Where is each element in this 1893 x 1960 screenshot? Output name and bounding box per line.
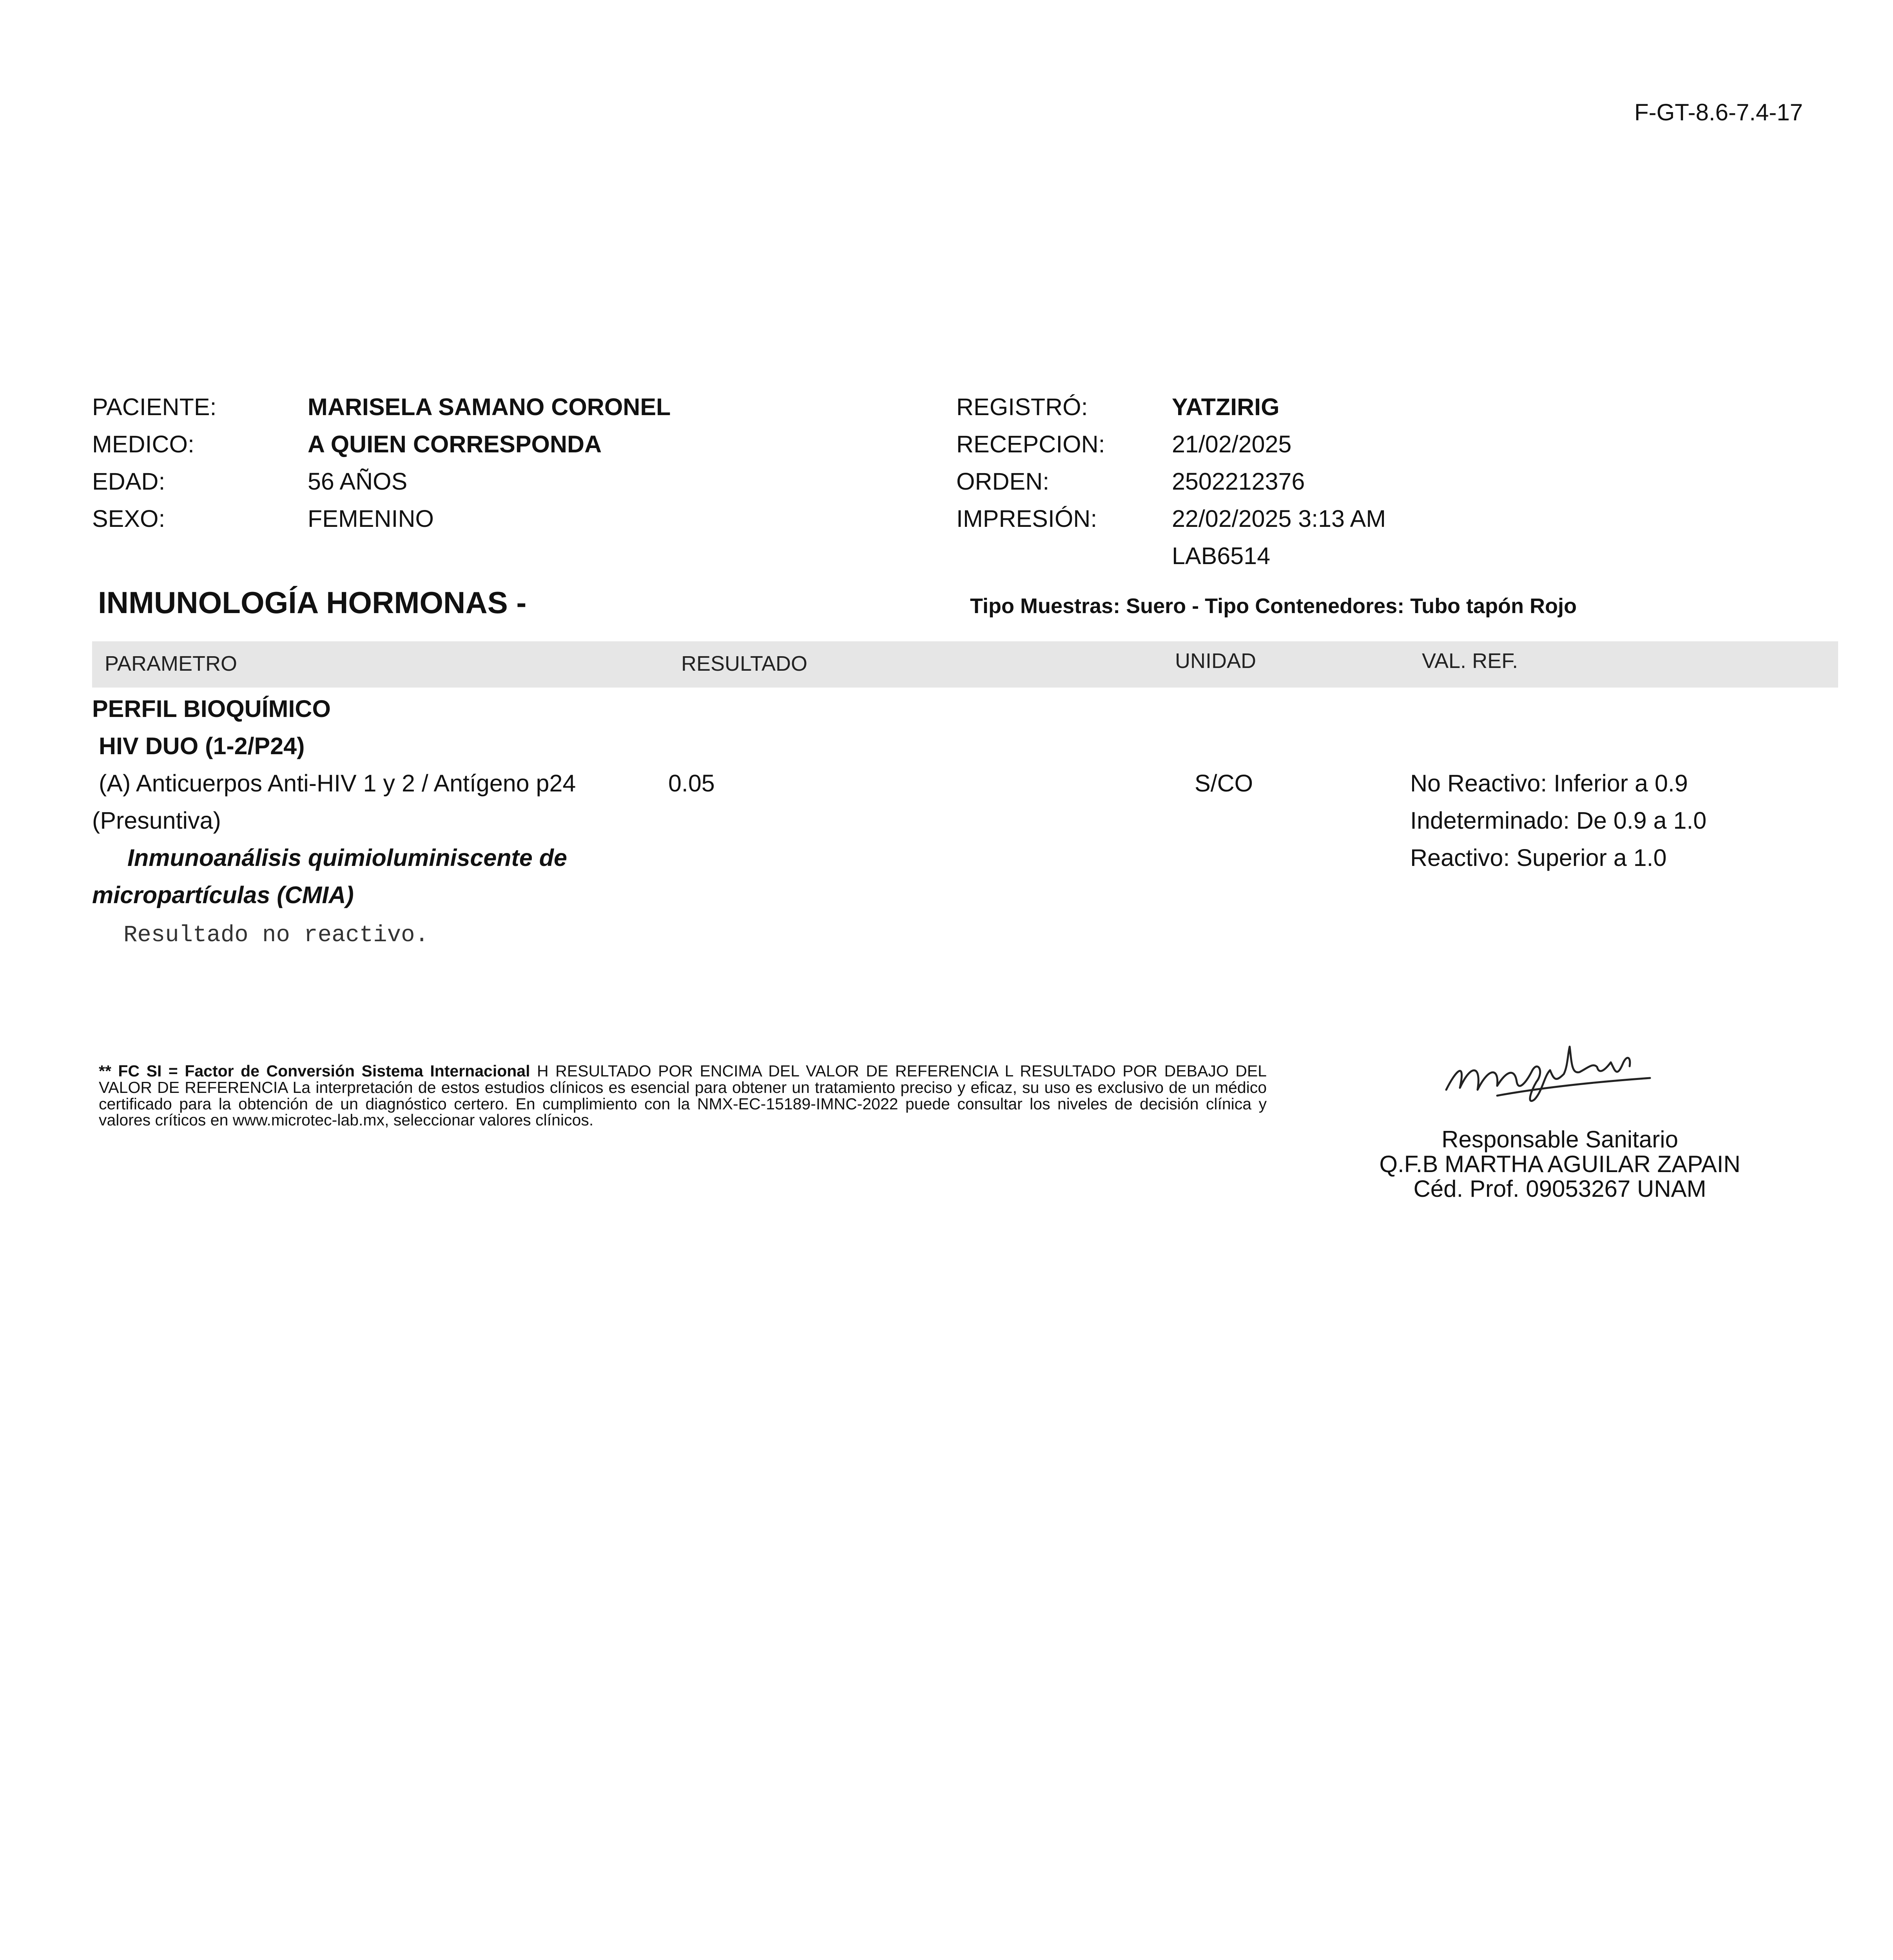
result-unit: S/CO xyxy=(1195,770,1253,797)
registered-by-value: YATZIRIG xyxy=(1172,394,1280,420)
parameter-name: (A) Anticuerpos Anti-HIV 1 y 2 / Antígeno p24 xyxy=(99,770,576,797)
method-line1: Inmunoanálisis quimioluminiscente de xyxy=(127,844,567,871)
test-name: HIV DUO (1-2/P24) xyxy=(99,733,305,759)
age-value: 56 AÑOS xyxy=(308,468,408,495)
form-code: F-GT-8.6-7.4-17 xyxy=(1634,99,1803,125)
responsible-name: Q.F.B MARTHA AGUILAR ZAPAIN xyxy=(1379,1151,1741,1177)
result-comment: Resultado no reactivo. xyxy=(123,922,429,948)
registered-by-label: REGISTRÓ: xyxy=(956,394,1088,420)
reception-label: RECEPCION: xyxy=(956,431,1105,457)
footnote xyxy=(99,1063,1267,1129)
patient-name: MARISELA SAMANO CORONEL xyxy=(308,394,671,420)
responsible-title: Responsable Sanitario xyxy=(1442,1126,1678,1152)
lab-code: LAB6514 xyxy=(1172,543,1270,569)
result-value: 0.05 xyxy=(668,770,715,797)
sex-value: FEMENINO xyxy=(308,505,434,532)
footnote-bold: ** FC SI = Factor de Conversión Sistema Internacional xyxy=(99,1062,530,1080)
print-datetime: 22/02/2025 3:13 AM xyxy=(1172,505,1386,532)
header-unidad: UNIDAD xyxy=(1175,649,1257,673)
sample-info: Tipo Muestras: Suero - Tipo Contenedores: Tubo tapón Rojo xyxy=(970,594,1577,618)
footnote-text: H RESULTADO POR ENCIMA DEL VALOR DE REFERENCIA L RESULTADO POR DEBAJO DEL VALOR DE REFERENCIA La interpretación de estos estudios clínicos es esencial para obtener un tratamiento preciso y eficaz, su uso es exclusivo de un médico certificado para la obtención de un diagnóstico certero. En cumplimiento con la NMX-EC-15189-IMNC-2022 puede consultar los niveles de decisión clínica y valores críticos en www.microtec-lab.mx, seleccionar valores clínicos. xyxy=(99,1062,1267,1129)
parameter-qualifier: (Presuntiva) xyxy=(92,807,221,834)
sex-label: SEXO: xyxy=(92,505,165,532)
responsible-license: Céd. Prof. 09053267 UNAM xyxy=(1413,1176,1706,1202)
table-header xyxy=(92,641,1838,688)
reception-date: 21/02/2025 xyxy=(1172,431,1292,457)
age-label: EDAD: xyxy=(92,468,165,495)
doctor-label: MEDICO: xyxy=(92,431,194,457)
header-parametro: PARAMETRO xyxy=(105,652,238,675)
method-line2: micropartículas (CMIA) xyxy=(92,882,354,908)
doctor-name: A QUIEN CORRESPONDA xyxy=(308,431,602,457)
reference-reactive: Reactivo: Superior a 1.0 xyxy=(1410,844,1667,871)
header-resultado: RESULTADO xyxy=(681,652,808,675)
section-title: INMUNOLOGÍA HORMONAS - xyxy=(98,585,527,620)
reference-nonreactive: No Reactivo: Inferior a 0.9 xyxy=(1410,770,1688,797)
header-val-ref: VAL. REF. xyxy=(1422,649,1518,673)
responsible-block xyxy=(1352,1127,1768,1201)
order-number: 2502212376 xyxy=(1172,468,1305,495)
patient-label: PACIENTE: xyxy=(92,394,217,420)
print-label: IMPRESIÓN: xyxy=(956,505,1097,532)
signature-image xyxy=(1438,1023,1658,1113)
order-label: ORDEN: xyxy=(956,468,1050,495)
profile-title: PERFIL BIOQUÍMICO xyxy=(92,695,331,722)
reference-indeterminate: Indeterminado: De 0.9 a 1.0 xyxy=(1410,807,1707,834)
